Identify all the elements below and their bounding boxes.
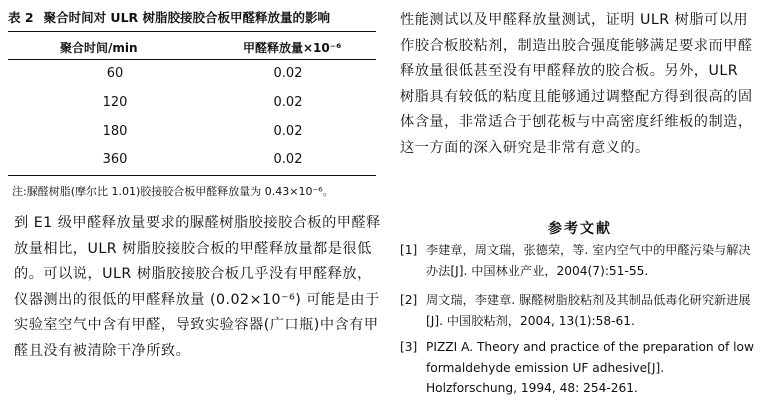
table-cell: 180 xyxy=(102,124,128,139)
reference-item xyxy=(400,337,756,399)
body-paragraph-left: 到 E1 级甲醛释放量要求的脲醛树脂胶接胶合板的甲醛释放量相比，ULR 树脂胶接胶合板的甲醛释放量都是很低的。可以说，ULR 树脂胶接胶合板几乎没有甲醛释放，仪器测出的很低的甲醛释放量 (0.02×10⁻⁶) 可能是由于实验室空气中含有甲醛，导致实验容器(广口瓶)中含有甲醛且没有被清除干净所致。 xyxy=(14,215,381,359)
reference-text: 周文瑞，李建章. 脲醛树脂胶粘剂及其制品低毒化研究新进展[J]. 中国胶粘剂，2004, 13(1):58-61. xyxy=(426,293,751,328)
table-title: 聚合时间对 ULR 树脂胶接胶合板甲醛释放量的影响 xyxy=(43,10,331,25)
table-cell: 0.02 xyxy=(273,124,303,139)
table-cell: 0.02 xyxy=(273,95,303,110)
reference-text: 李建章，周文瑞，张德荣，等. 室内空气中的甲醛污染与解决办法[J]. 中国林业产业，2004(7):51-55. xyxy=(426,243,751,278)
reference-text: PIZZI A. Theory and practice of the preparation of low formaldehyde emission UF adhesive[J]. Holzforschung, 1994, 48: 254-261. xyxy=(426,340,754,395)
table-header-time: 聚合时间/min xyxy=(60,41,138,55)
table-number: 表 2 xyxy=(8,10,34,25)
table-cell: 360 xyxy=(102,152,128,167)
table-caption xyxy=(8,8,330,26)
table-top-rule xyxy=(8,31,376,32)
table-bottom-rule xyxy=(8,175,376,176)
reference-index: [2] xyxy=(400,293,418,307)
reference-item xyxy=(400,240,756,281)
table-cell: 120 xyxy=(102,95,128,110)
reference-index: [3] xyxy=(400,340,418,354)
references-title: 参考文献 xyxy=(548,221,612,237)
reference-item xyxy=(400,290,756,331)
body-paragraph-right: 性能测试以及甲醛释放量测试，证明 ULR 树脂可以用作胶合板胶粘剂，制造出胶合强度能够满足要求而甲醛释放量很低甚至没有甲醛释放的胶合板。另外，ULR 树脂具有较低的粘度且能够通过调整配方得到很高的固体含量，非常适合于刨花板与中高密度纤维板的制造，这一方面的深入研究是非常有意义的。 xyxy=(400,12,753,156)
table-cell: 60 xyxy=(106,66,124,81)
table-cell: 0.02 xyxy=(273,66,303,81)
table-header-release: 甲醛释放量×10⁻⁶ xyxy=(243,41,342,55)
table-header-rule xyxy=(8,59,376,60)
table-cell: 0.02 xyxy=(273,152,303,167)
table-note: 注:脲醛树脂(摩尔比 1.01)胶接胶合板甲醛释放量为 0.43×10⁻⁶。 xyxy=(12,185,334,198)
reference-index: [1] xyxy=(400,243,418,257)
